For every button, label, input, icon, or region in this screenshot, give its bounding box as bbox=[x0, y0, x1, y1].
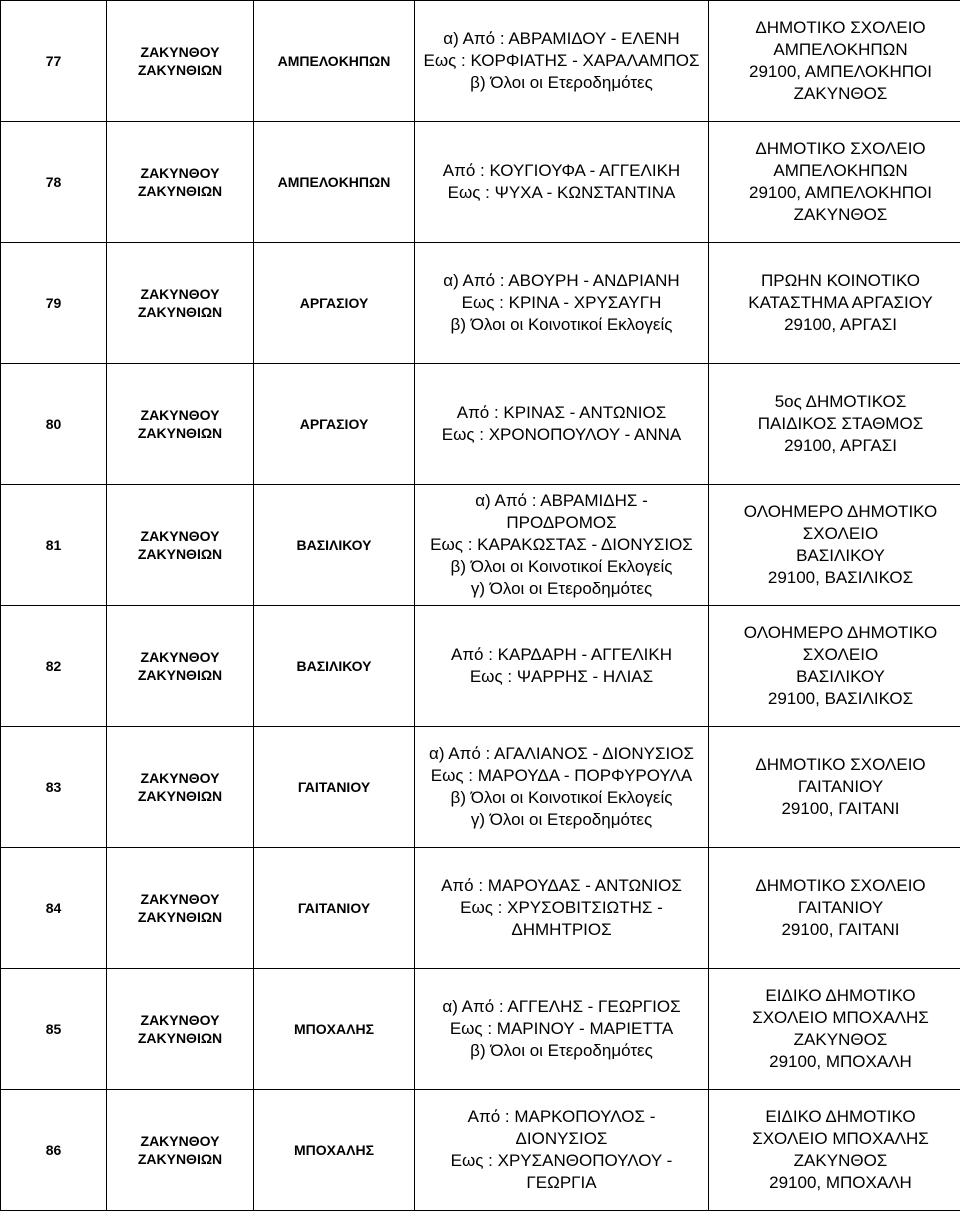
municipality-cell bbox=[107, 364, 254, 485]
municipality-line: ΖΑΚΥΝΘΙΩΝ bbox=[137, 1151, 223, 1167]
municipality-line: ΖΑΚΥΝΘΙΩΝ bbox=[137, 788, 223, 804]
municipal-unit: ΜΠΟΧΑΛΗΣ bbox=[254, 1090, 415, 1211]
municipality-line: ΖΑΚΥΝΘΙΩΝ bbox=[137, 425, 223, 441]
municipality-line: ΖΑΚΥΝΘΙΩΝ bbox=[137, 546, 223, 562]
municipality-cell bbox=[107, 485, 254, 606]
polling-place-cell bbox=[709, 1090, 960, 1211]
station-number: 84 bbox=[1, 848, 107, 969]
voter-range-cell bbox=[415, 122, 709, 243]
voter-range-line: α) Από : ΑΒΡΑΜΙΔΗΣ - bbox=[475, 491, 648, 510]
municipality-cell bbox=[107, 243, 254, 364]
polling-place-line: ΖΑΚΥΝΘΟΣ bbox=[793, 205, 888, 224]
polling-place-line: ΣΧΟΛΕΙΟ ΜΠΟΧΑΛΗΣ bbox=[752, 1129, 929, 1148]
polling-place-cell bbox=[709, 969, 960, 1090]
polling-place-line: 29100, ΜΠΟΧΑΛΗ bbox=[769, 1173, 912, 1192]
voter-range-line: Από : ΜΑΡΟΥΔΑΣ - ΑΝΤΩΝΙΟΣ bbox=[441, 876, 682, 895]
voter-range-line: Εως : ΧΡΥΣΟΒΙΤΣΙΩΤΗΣ - bbox=[460, 898, 663, 917]
voter-range-line: Εως : ΚΟΡΦΙΑΤΗΣ - ΧΑΡΑΛΑΜΠΟΣ bbox=[423, 51, 700, 70]
municipality-line: ΖΑΚΥΝΘΟΥ bbox=[140, 165, 220, 181]
polling-place-cell bbox=[709, 485, 960, 606]
voter-range-line: Εως : ΜΑΡΟΥΔΑ - ΠΟΡΦΥΡΟΥΛΑ bbox=[430, 766, 693, 785]
municipality-cell bbox=[107, 606, 254, 727]
municipality-line: ΖΑΚΥΝΘΙΩΝ bbox=[137, 1030, 223, 1046]
table-body bbox=[1, 1, 960, 1211]
voter-range-line: Από : ΚΟΥΓΙΟΥΦΑ - ΑΓΓΕΛΙΚΗ bbox=[442, 161, 681, 180]
municipal-unit: ΓΑΙΤΑΝΙΟΥ bbox=[254, 727, 415, 848]
polling-place-line: 29100, ΜΠΟΧΑΛΗ bbox=[769, 1052, 912, 1071]
table-row bbox=[1, 848, 960, 969]
voter-range-cell bbox=[415, 485, 709, 606]
table-row bbox=[1, 727, 960, 848]
polling-place-line: ΔΗΜΟΤΙΚΟ ΣΧΟΛΕΙΟ bbox=[755, 755, 926, 774]
voter-range-line: Εως : ΚΑΡΑΚΩΣΤΑΣ - ΔΙΟΝΥΣΙΟΣ bbox=[430, 535, 693, 554]
table-row bbox=[1, 969, 960, 1090]
municipality-line: ΖΑΚΥΝΘΟΥ bbox=[140, 1133, 220, 1149]
municipality-line: ΖΑΚΥΝΘΟΥ bbox=[140, 649, 220, 665]
station-number: 83 bbox=[1, 727, 107, 848]
municipal-unit: ΑΜΠΕΛΟΚΗΠΩΝ bbox=[254, 122, 415, 243]
voter-range-line: Εως : ΨΑΡΡΗΣ - ΗΛΙΑΣ bbox=[469, 667, 654, 686]
table-row bbox=[1, 122, 960, 243]
table-row bbox=[1, 364, 960, 485]
voter-range-line: Εως : ΨΥΧΑ - ΚΩΝΣΤΑΝΤΙΝΑ bbox=[447, 183, 676, 202]
polling-place-line: 29100, ΓΑΙΤΑΝΙ bbox=[781, 799, 900, 818]
municipality-cell bbox=[107, 848, 254, 969]
polling-place-line: ΓΑΙΤΑΝΙΟΥ bbox=[797, 777, 884, 796]
voter-range-cell bbox=[415, 1090, 709, 1211]
polling-place-line: ΑΜΠΕΛΟΚΗΠΩΝ bbox=[773, 161, 908, 180]
polling-place-line: ΕΙΔΙΚΟ ΔΗΜΟΤΙΚΟ bbox=[765, 986, 916, 1005]
station-number: 78 bbox=[1, 122, 107, 243]
polling-place-line: 29100, ΑΡΓΑΣΙ bbox=[784, 436, 897, 455]
polling-place-line: ΣΧΟΛΕΙΟ bbox=[802, 524, 879, 543]
polling-place-line: ΒΑΣΙΛΙΚΟΥ bbox=[796, 546, 885, 565]
municipality-line: ΖΑΚΥΝΘΟΥ bbox=[140, 528, 220, 544]
polling-place-line: ΣΧΟΛΕΙΟ ΜΠΟΧΑΛΗΣ bbox=[752, 1008, 929, 1027]
voter-range-line: ΔΙΟΝΥΣΙΟΣ bbox=[515, 1129, 608, 1148]
municipality-line: ΖΑΚΥΝΘΟΥ bbox=[140, 286, 220, 302]
voter-range-line: ΔΗΜΗΤΡΙΟΣ bbox=[511, 920, 612, 939]
voter-range-line: Εως : ΜΑΡΙΝΟΥ - ΜΑΡΙΕΤΤΑ bbox=[449, 1019, 674, 1038]
municipal-unit: ΑΡΓΑΣΙΟΥ bbox=[254, 243, 415, 364]
polling-place-line: 29100, ΒΑΣΙΛΙΚΟΣ bbox=[767, 568, 914, 587]
voter-range-line: α) Από : ΑΓΓΕΛΗΣ - ΓΕΩΡΓΙΟΣ bbox=[442, 997, 681, 1016]
polling-place-line: ΠΑΙΔΙΚΟΣ ΣΤΑΘΜΟΣ bbox=[757, 414, 924, 433]
polling-place-line: ΖΑΚΥΝΘΟΣ bbox=[793, 84, 888, 103]
polling-place-line: ΑΜΠΕΛΟΚΗΠΩΝ bbox=[773, 40, 908, 59]
voter-range-line: ΠΡΟΔΡΟΜΟΣ bbox=[506, 513, 617, 532]
voter-range-line: α) Από : ΑΓΑΛΙΑΝΟΣ - ΔΙΟΝΥΣΙΟΣ bbox=[429, 744, 694, 763]
municipality-line: ΖΑΚΥΝΘΟΥ bbox=[140, 891, 220, 907]
table-row bbox=[1, 243, 960, 364]
polling-place-line: ΒΑΣΙΛΙΚΟΥ bbox=[796, 667, 885, 686]
table-row bbox=[1, 606, 960, 727]
municipality-line: ΖΑΚΥΝΘΙΩΝ bbox=[137, 183, 223, 199]
table-row bbox=[1, 485, 960, 606]
voter-range-cell bbox=[415, 1, 709, 122]
municipality-cell bbox=[107, 969, 254, 1090]
polling-place-line: ΔΗΜΟΤΙΚΟ ΣΧΟΛΕΙΟ bbox=[755, 876, 926, 895]
station-number: 81 bbox=[1, 485, 107, 606]
polling-place-cell bbox=[709, 364, 960, 485]
municipal-unit: ΒΑΣΙΛΙΚΟΥ bbox=[254, 485, 415, 606]
municipality-line: ΖΑΚΥΝΘΟΥ bbox=[140, 407, 220, 423]
polling-place-line: ΟΛΟΗΜΕΡΟ ΔΗΜΟΤΙΚΟ bbox=[743, 502, 938, 521]
voter-range-cell bbox=[415, 848, 709, 969]
municipal-unit: ΒΑΣΙΛΙΚΟΥ bbox=[254, 606, 415, 727]
municipality-cell bbox=[107, 1, 254, 122]
voter-range-line: Από : ΜΑΡΚΟΠΟΥΛΟΣ - bbox=[467, 1107, 656, 1126]
polling-place-line: ΓΑΙΤΑΝΙΟΥ bbox=[797, 898, 884, 917]
voter-range-line: α) Από : ΑΒΟΥΡΗ - ΑΝΔΡΙΑΝΗ bbox=[443, 271, 680, 290]
municipal-unit: ΑΜΠΕΛΟΚΗΠΩΝ bbox=[254, 1, 415, 122]
polling-place-line: ΚΑΤΑΣΤΗΜΑ ΑΡΓΑΣΙΟΥ bbox=[748, 293, 933, 312]
polling-place-line: 29100, ΑΜΠΕΛΟΚΗΠΟΙ bbox=[749, 62, 932, 81]
station-number: 85 bbox=[1, 969, 107, 1090]
voter-range-line: β) Όλοι οι Κοινοτικοί Εκλογείς bbox=[450, 557, 673, 576]
polling-place-line: ΖΑΚΥΝΘΟΣ bbox=[793, 1151, 888, 1170]
voter-range-line: γ) Όλοι οι Ετεροδημότες bbox=[470, 810, 653, 829]
polling-place-line: 5ος ΔΗΜΟΤΙΚΟΣ bbox=[774, 392, 907, 411]
municipality-cell bbox=[107, 1090, 254, 1211]
voter-range-line: β) Όλοι οι Κοινοτικοί Εκλογείς bbox=[450, 315, 673, 334]
voter-range-line: α) Από : ΑΒΡΑΜΙΔΟΥ - ΕΛΕΝΗ bbox=[443, 29, 680, 48]
municipality-line: ΖΑΚΥΝΘΙΩΝ bbox=[137, 909, 223, 925]
polling-place-line: 29100, ΓΑΙΤΑΝΙ bbox=[781, 920, 900, 939]
polling-place-cell bbox=[709, 727, 960, 848]
polling-place-line: ΔΗΜΟΤΙΚΟ ΣΧΟΛΕΙΟ bbox=[755, 139, 926, 158]
polling-place-line: 29100, ΒΑΣΙΛΙΚΟΣ bbox=[767, 689, 914, 708]
polling-place-cell bbox=[709, 122, 960, 243]
voter-range-line: Από : ΚΑΡΔΑΡΗ - ΑΓΓΕΛΙΚΗ bbox=[450, 645, 673, 664]
voter-range-line: Εως : ΧΡΟΝΟΠΟΥΛΟΥ - ΑΝΝΑ bbox=[441, 425, 682, 444]
municipal-unit: ΜΠΟΧΑΛΗΣ bbox=[254, 969, 415, 1090]
municipality-line: ΖΑΚΥΝΘΙΩΝ bbox=[137, 62, 223, 78]
municipal-unit: ΑΡΓΑΣΙΟΥ bbox=[254, 364, 415, 485]
municipal-unit: ΓΑΙΤΑΝΙΟΥ bbox=[254, 848, 415, 969]
station-number: 80 bbox=[1, 364, 107, 485]
voter-range-cell bbox=[415, 364, 709, 485]
municipality-line: ΖΑΚΥΝΘΟΥ bbox=[140, 1012, 220, 1028]
voter-range-line: γ) Όλοι οι Ετεροδημότες bbox=[470, 579, 653, 598]
polling-place-line: ΟΛΟΗΜΕΡΟ ΔΗΜΟΤΙΚΟ bbox=[743, 623, 938, 642]
polling-place-line: ΕΙΔΙΚΟ ΔΗΜΟΤΙΚΟ bbox=[765, 1107, 916, 1126]
polling-place-line: ΖΑΚΥΝΘΟΣ bbox=[793, 1030, 888, 1049]
voter-range-line: Εως : ΧΡΥΣΑΝΘΟΠΟΥΛΟΥ - bbox=[450, 1151, 673, 1170]
polling-place-line: ΣΧΟΛΕΙΟ bbox=[802, 645, 879, 664]
station-number: 86 bbox=[1, 1090, 107, 1211]
municipality-line: ΖΑΚΥΝΘΙΩΝ bbox=[137, 667, 223, 683]
table-row bbox=[1, 1, 960, 122]
polling-place-line: 29100, ΑΜΠΕΛΟΚΗΠΟΙ bbox=[749, 183, 932, 202]
polling-place-line: ΠΡΩΗΝ ΚΟΙΝΟΤΙΚΟ bbox=[760, 271, 920, 290]
polling-place-cell bbox=[709, 606, 960, 727]
voter-range-cell bbox=[415, 727, 709, 848]
station-number: 82 bbox=[1, 606, 107, 727]
voter-range-line: Εως : ΚΡΙΝΑ - ΧΡΥΣΑΥΓΗ bbox=[461, 293, 662, 312]
municipality-line: ΖΑΚΥΝΘΟΥ bbox=[140, 44, 220, 60]
voter-range-line: ΓΕΩΡΓΙΑ bbox=[526, 1173, 597, 1192]
municipality-line: ΖΑΚΥΝΘΟΥ bbox=[140, 770, 220, 786]
station-number: 79 bbox=[1, 243, 107, 364]
municipality-cell bbox=[107, 727, 254, 848]
voter-range-cell bbox=[415, 969, 709, 1090]
voter-range-line: β) Όλοι οι Ετεροδημότες bbox=[470, 1041, 653, 1060]
polling-place-cell bbox=[709, 1, 960, 122]
polling-place-cell bbox=[709, 848, 960, 969]
voter-range-cell bbox=[415, 243, 709, 364]
polling-place-line: ΔΗΜΟΤΙΚΟ ΣΧΟΛΕΙΟ bbox=[755, 18, 926, 37]
municipality-line: ΖΑΚΥΝΘΙΩΝ bbox=[137, 304, 223, 320]
municipality-cell bbox=[107, 122, 254, 243]
table-row bbox=[1, 1090, 960, 1211]
voter-range-line: β) Όλοι οι Κοινοτικοί Εκλογείς bbox=[450, 788, 673, 807]
polling-place-cell bbox=[709, 243, 960, 364]
voter-range-line: β) Όλοι οι Ετεροδημότες bbox=[470, 73, 653, 92]
station-number: 77 bbox=[1, 1, 107, 122]
voter-range-cell bbox=[415, 606, 709, 727]
polling-place-line: 29100, ΑΡΓΑΣΙ bbox=[784, 315, 897, 334]
voter-range-line: Από : ΚΡΙΝΑΣ - ΑΝΤΩΝΙΟΣ bbox=[456, 403, 667, 422]
